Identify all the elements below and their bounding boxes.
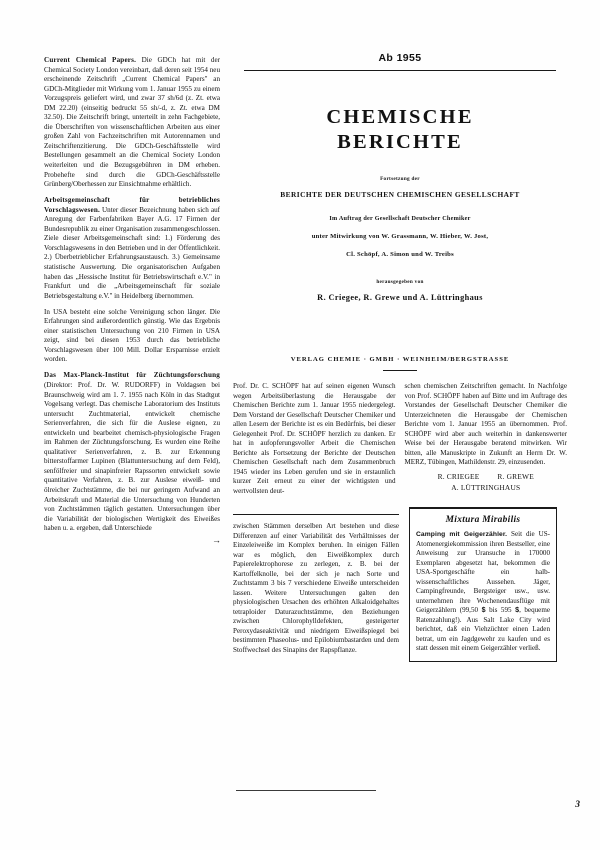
published-by-label: herausgegeben von	[376, 279, 424, 285]
editorial-notice-column-left	[233, 382, 396, 496]
editorial-notice-text-right: schen chemischen Zeitschriften gemacht. In Nachfolge von Prof. SCHÖPF haben auf Bitte und im Auftrage des Vorstandes der Gesellschaft Deutscher Chemiker die Unterzeichneten die Herausgabe der Chemischen Berichte vom 1. Januar 1955 an übernommen. Prof. SCHÖPF wird aber auch weiterhin in dankenswerter Weise bei der Herausgabe beratend mitwirken. Wir bitten, alle Manuskripte in Zukunft an Herrn Dr. W. MERZ, Tübingen, Mathildenstr. 29, einzusenden.	[404, 382, 567, 466]
editorial-notice-column-right	[405, 382, 568, 496]
mixtura-mirabilis-box	[409, 507, 557, 662]
publisher-divider-rule	[383, 370, 417, 371]
main-area	[232, 0, 568, 850]
contributors-line-2: Cl. Schöpf, A. Simon und W. Treibs	[346, 251, 454, 258]
feature-runin-heading: Camping mit Geigerzähler.	[416, 531, 508, 538]
left-column-continuation-text: zwischen Stämmen derselben Art bestehen und diese Differenzen auf einer Variabilität des Verhältnisses der Einzeleiweiße im Komplex beruhen. In einigen Fällen war es möglich, den Eiweißkomplex durch Papierelektrophorese zu zerlegen, z. B. bei der Kartoffelknolle, bei der sich je nach Sorte und Zuchtstamm 3 bis 7 verschiedene Eiweiße unterscheiden lassen. Weitere Untersuchungen galten den physiologischen Ursachen des erhöhten Alkaloidgehaltes tetraploider Daturazuchtstämme, den Beziehungen zwischen Chlorophylldefekten, gesteigerter Peroxydaseaktivität und niedrigem Eiweißspiegel bei bestimmten Phaseolus- und Epilobiumbastarden und dem Stoffwechsel des Sinapins der Rapspflanze.	[233, 522, 399, 654]
dollar-symbol-high: $	[515, 606, 520, 614]
editors-line: R. Criegee, R. Grewe und A. Lüttringhaus	[317, 293, 483, 302]
news-item-runin-heading: Current Chemical Papers.	[44, 56, 137, 64]
feature-text-mid: bis 595	[485, 606, 516, 614]
predecessor-journal-name: BERICHTE DER DEUTSCHEN CHEMISCHEN GESELLSCHAFT	[280, 190, 520, 199]
publisher-line: VERLAG CHEMIE · GMBH · WEINHEIM/BERGSTRASSE	[290, 356, 510, 363]
news-item-body: Unter dieser Bezeichnung haben sich auf Anregung der Farbenfabriken Bayer A.G. 17 Firmen der Bundesrepublik zu einer Organisation zusammengeschlossen. Ziele dieser Arbeitsgemeinschaft sind: 1.) Förderung des Vorschlagswesens in den Betrieben und in der Öffentlichkeit. 2.) Überbetrieblicher Erfahrungsaustausch. 3.) Gemeinsame statistische Auswertung. Die organisatorischen Aufgaben haben das „Hessische Institut für Betriebswirtschaft e.V." in Frankfurt und die „Arbeitsgemeinschaft für soziale Betriebsgestaltung e.V." in Heidelberg übernommen.	[44, 205, 220, 300]
feature-text-after-price: , bequeme Ratenzahlung!). Aus Salt Lake City wird berichtet, daß ein Viehzüchter einen Laden betrat, um ein Jagdgewehr zu kaufen und es statt dessen mit einem Geigerzähler verließ.	[416, 606, 550, 652]
commissioned-by-line: Im Auftrag der Gesellschaft Deutscher Chemiker	[329, 215, 471, 222]
news-item-body: In USA besteht eine solche Vereinigung schon länger. Die Erfahrungen sind außerordentlich günstig. Wie das Ergebnis einer statistischen Untersuchung von 210 Firmen in USA zeigt, sind bei diesen 1953 durch das betriebliche Vorschlagswesen über 100 Mill. Dollar Ersparnisse erzielt worden.	[44, 307, 220, 364]
news-item-usa-paragraph	[44, 308, 220, 365]
news-item-body: Die GDCh hat mit der Chemical Society London vereinbart, daß deren seit 1954 neu erscheinende Zeitschrift „Current Chemical Papers" an GDCh-Mitglieder mit Wirkung vom 1. Januar 1955 zu einem Vorzugspreis geliefert wird, und zwar 37 sh/6d (z. Zt. etwa DM 22.20) (einseitig bedruckt 55 sh/-d, z. Zt. etwa DM 32.50). Die Zeitschrift bringt, unterteilt in zehn Fachgebiete, die Überschriften von wissenschaftlichen Arbeiten aus einer großen Zahl von Fachzeitschriften mit Autorennamen und Zeitschriftenzitierung. Die GDCh-Geschäftsstelle wird Bestellungen gesammelt an die Chemical Society London weiterleiten und die Bezugsgebühren in DM erheben. Probehefte sind durch die GDCh-Geschäftsstelle Grünberg/Oberhessen zur Einsichtnahme erhältlich.	[44, 56, 220, 189]
signature-criegee: R. CRIEGEE	[437, 471, 480, 481]
page-number: 3	[575, 800, 580, 810]
issue-label: Ab 1955	[378, 52, 422, 64]
news-item-runin-heading: Das Max-Planck-Institut für Züchtungsforschung	[44, 371, 220, 380]
footer-rule	[236, 790, 376, 791]
lower-region	[232, 505, 568, 662]
feature-title: Mixtura Mirabilis	[445, 515, 521, 525]
news-item-runin-heading: Arbeitsgemeinschaft für betriebliches Vorschlagswesen.	[44, 196, 220, 214]
journal-title-line-2: BERICHTE	[337, 130, 463, 153]
signature-luttringhaus: A. LÜTTRINGHAUS	[451, 482, 521, 492]
journal-title-line-1: CHEMISCHE	[326, 106, 474, 128]
editorial-notice-text-left: Prof. Dr. C. SCHÖPF hat auf seinen eigenen Wunsch wegen Arbeitsüberlastung die Herausgabe der Chemischen Berichte zum 1. Januar 1955 niedergelegt. Dem Vorstand der Gesellschaft Deutscher Chemiker und allen Lesern der Berichte ist es ein Bedürfnis, bei dieser Gelegenheit Prof. Dr. SCHÖPF herzlich zu danken. Er hat in aufopferungsvoller Arbeit die Chemischen Berichte als Fortsetzung der Berichte der Deutschen Chemischen Gesellschaft nach dem Zusammenbruch 1945 wieder ins Leben gerufen und sie in erstaunlich kurzer Zeit erneut zu einer der wichtigsten und wertvollsten deut-	[233, 382, 396, 495]
news-item-max-planck-institut	[44, 371, 220, 533]
editorial-notice	[232, 382, 568, 496]
dollar-symbol-low: $	[481, 606, 486, 614]
news-item-body: (Direktor: Prof. Dr. W. RUDORFF) in Voldagsen bei Braunschweig wird am 1. 7. 1955 nach Köln in das Stadtgut Vogelsang verlegt. Das chemische Laboratorium des Instituts untersucht Zuchtmaterial, entwickelt chemische Serienverfahren, die sich für die Auslese eignen, zu entwickeln und bearbeitet chemisch-physiologische Fragen im Rahmen der Züchtungsforschung. Es wurden eine Reihe qualitativer Serienverfahren, z. B. zur Erkennung bitterstoffarmer Lupinen (Blattuntersuchung auf dem Feld), senfölfreier und sinapinfreier Rapssorten entwickelt sowie quantitative Verfahren, z. B. zur Auslese eiweiß- und ölreicher Zuchtstämme, die bei nur geringem Aufwand an Arbeitskraft und Material die Untersuchung von Hunderten von Zuchtstämmen täglich gestatten. Untersuchungen über die Variabilität der biologischen Wertigkeit des Eiweißes haben u. a. ergeben, daß Unterschiede	[44, 381, 220, 533]
feature-body	[416, 530, 550, 654]
signature-grewe: R. GREWE	[497, 471, 534, 481]
masthead-top-rule	[244, 70, 556, 71]
signature-row-1	[405, 472, 568, 482]
journal-title	[232, 105, 568, 154]
feature-text-before-price: Seit die US-Atomenergiekommission ihren Bestseller, eine Anweisung zur Uransuche in 170000 Exemplaren abgesetzt hat, bekommen die USA-Sportgeschäfte ein halb-wissenschaftliches Aussehen. Jäger, Campingfreunde, Bergsteiger usw., usw. unternehmen ihre Wochenendausflüge mit Geigerzählern (99,50	[416, 530, 551, 614]
left-news-column	[44, 56, 220, 545]
lower-section-rule	[233, 514, 399, 515]
left-column-continuation	[233, 522, 399, 655]
continuation-of-label: Fortsetzung der	[380, 176, 420, 182]
news-item-arbeitsgemeinschaft	[44, 196, 220, 301]
news-item-current-chemical-papers	[44, 56, 220, 190]
contributors-line-1: unter Mitwirkung von W. Grassmann, W. Hieber, W. Jost,	[311, 233, 489, 240]
continuation-arrow-icon: →	[212, 534, 220, 545]
feature-paragraph	[416, 530, 550, 654]
